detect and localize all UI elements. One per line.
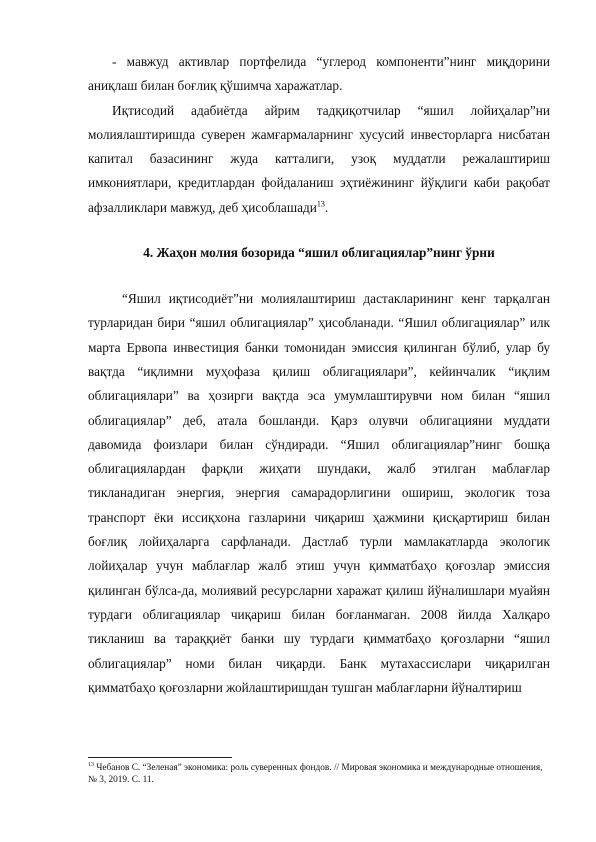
paragraph-green-bonds: “Яшил иқтисодиёт”ни молиялаштириш дастакларининг кенг тарқалган турларидан бири “яшил облигациялар” ҳисобланади. “Яшил облигациялар” илк марта Ервопа инвестиция банки томонидан эмиссия қилинган бўлиб, улар бу вақтда “иқлимни муҳофаза қилиш облигациялари”, кейинчалик “иқлим облигациялари” ва ҳозирги вақтда эса умумлаштирувчи ном билан “яшил облигациялар” деб, атала бошланди. Қарз олувчи облигацияни муддати давомида фоизлари билан сўндиради. “Яшил облигациялар”нинг бошқа облигациялардан фарқли жиҳати шундаки, жалб этилган маблағлар тикланадиган энергия, энергия самарадорлигини ошириш, экологик тоза транспорт ёки иссиқхона газларини чиқариш ҳажмини қисқартириш билан боғлиқ лойиҳаларга сарфланади. Дастлаб турли мамлакатларда экологик лойиҳалар учун маблағлар жалб этиш учун қимматбаҳо қоғозлар эмиссия қилинган бўлса-да, молиявий ресурсларни харажат қилиш йўналишлари муайян турдаги облигациялар чиқариш билан боғланмаган. 2008 йилда Халқаро тикланиш ва тараққиёт банки шу турдаги қимматбаҳо қоғозларни “яшил облигациялар” номи билан чиқарди. Банк мутахассислари чиқарилган қимматбаҳо қоғозларни жойлаштиришдан тушган маблағларни йўналтириш [88,291,550,695]
paragraph-sovereign-funds-text: Иқтисодий адабиётда айрим тадқиқотчилар “яшил лойиҳалар”ни молиялаштиришда суверен жамғармаларнинг хусусий инвесторларга нисбатан капитал базасининг жуда катталиги, узоқ муддатли режалаштириш имкониятлари, кредитлардан фойдаланиш эҳтиёжининг йўқлиги каби рақобат афзалликлари мавжуд, деб ҳисоблашади [88,102,550,215]
paragraph-sovereign-funds [88,99,550,220]
document-body [88,50,550,700]
paragraph-bullet-costs: - мавжуд активлар портфелида “углерод компоненти”нинг миқдорини аниқлаш билан боғлиқ қўшимча харажатлар. [88,54,550,94]
footnote-reference[interactable]: 13 [316,199,325,209]
footnote [88,762,550,786]
footnote-divider [88,757,232,758]
section-heading: 4. Жаҳон молия бозорида “яшил облигациялар”нинг ўрни [143,245,495,261]
footnote-number: 13 [88,761,94,768]
footnote-text: Чебанов С. “Зеленая” экономика: роль суверенных фондов. // Мировая экономика и международные отношения, № 3, 2019. С. 11. [88,763,543,785]
paragraph-sovereign-funds-end: . [324,199,329,215]
